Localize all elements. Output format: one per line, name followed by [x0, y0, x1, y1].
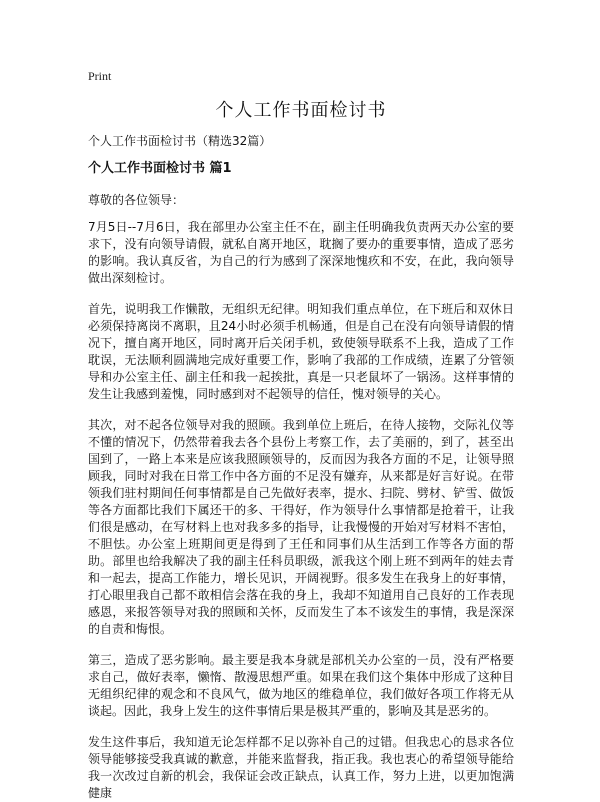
body-paragraph-1: 7月5日--7月6日，我在部里办公室主任不在，副主任明确我负责两天办公室的要求下，没有向领导请假，就私自离开地区，耽搁了要办的重要事情，造成了恶劣的影响。我认真反省，为自己的行为感到了深深地愧疚和不安，在此，我向领导做出深刻检讨。 — [88, 220, 514, 285]
body-paragraph-4: 第三，造成了恶劣影响。最主要是我本身就是部机关办公室的一员，没有严格要求自己，做好表率，懒惰、散漫思想严重。如果在我们这个集体中形成了这种目无组织纪律的观念和不良风气，做为地区的维稳单位，我们做好各项工作将无从谈起。因此，我身上发生的这件事情后果是极其严重的，影响及其是恶劣的。 — [88, 653, 514, 718]
body-paragraph-2: 首先，说明我工作懒散，无组织无纪律。明知我们重点单位，在下班后和双休日必须保持离岗不离职，且24小时必须手机畅通，但是自己在没有向领导请假的情况下，擅自离开地区，同时离开后关闭手机，致使领导联系不上我，造成了工作耽误，无法顺利圆满地完成好重要工作，影响了我部的工作成绩，连累了分管领导和办公室主任、副主任和我一起挨批，真是一只老鼠坏了一锅汤。这样事情的发生让我感到羞愧，同时感到对不起领导的信任，愧对领导的关心。 — [88, 302, 514, 401]
print-label: Print — [88, 69, 112, 83]
section-heading: 个人工作书面检讨书 篇1 — [88, 161, 232, 176]
page-title: 个人工作书面检讨书 — [215, 100, 387, 121]
body-paragraph-5: 发生这件事后，我知道无论怎样都不足以弥补自己的过错。但我忠心的恳求各位领导能够接受我真诚的歉意，并能来监督我，指正我。我也衷心的希望领导能给我一次改过自新的机会，我保证会改正缺点，认真工作，努力上进，以更加饱满健康 — [88, 735, 514, 800]
document-subtitle: 个人工作书面检讨书（精选32篇） — [88, 134, 272, 148]
body-paragraph-3: 其次，对不起各位领导对我的照顾。我到单位上班后，在待人接物，交际礼仪等不懂的情况下，仍然带着我去各个县份上考察工作，去了美丽的，到了，甚至出国到了，一路上本来是应该我照顾领导的，反而因为我各方面的不足，让领导照顾我，同时对我在日常工作中各方面的不足没有嫌弃，从来都是好言好说。在带领我们驻村期间任何事情都是自己先做好表率，提水、扫院、劈材、铲雪、做饭等各方面都比我们下属还干的多、干得好，作为领导什么事情都是抢着干，让我们很是感动，在写材料上也对我多多的指导，让我慢慢的开始对写材料不害怕，不胆怯。办公室上班期间更是得到了王任和同事们从生活到工作等各方面的帮助。部里也给我解决了我的副主任科员职级，派我这个刚上班不到两年的娃去青和一起去，提高工作能力，增长见识，开阔视野。很多发生在我身上的好事情，打心眼里我自己都不敢相信会落在我的身上，我却不知道用自己良好的工作表现感恩，来报答领导对我的照顾和关怀，反而发生了本不该发生的事情，我是深深的自责和悔恨。 — [88, 418, 514, 636]
greeting: 尊敬的各位领导： — [88, 193, 185, 207]
